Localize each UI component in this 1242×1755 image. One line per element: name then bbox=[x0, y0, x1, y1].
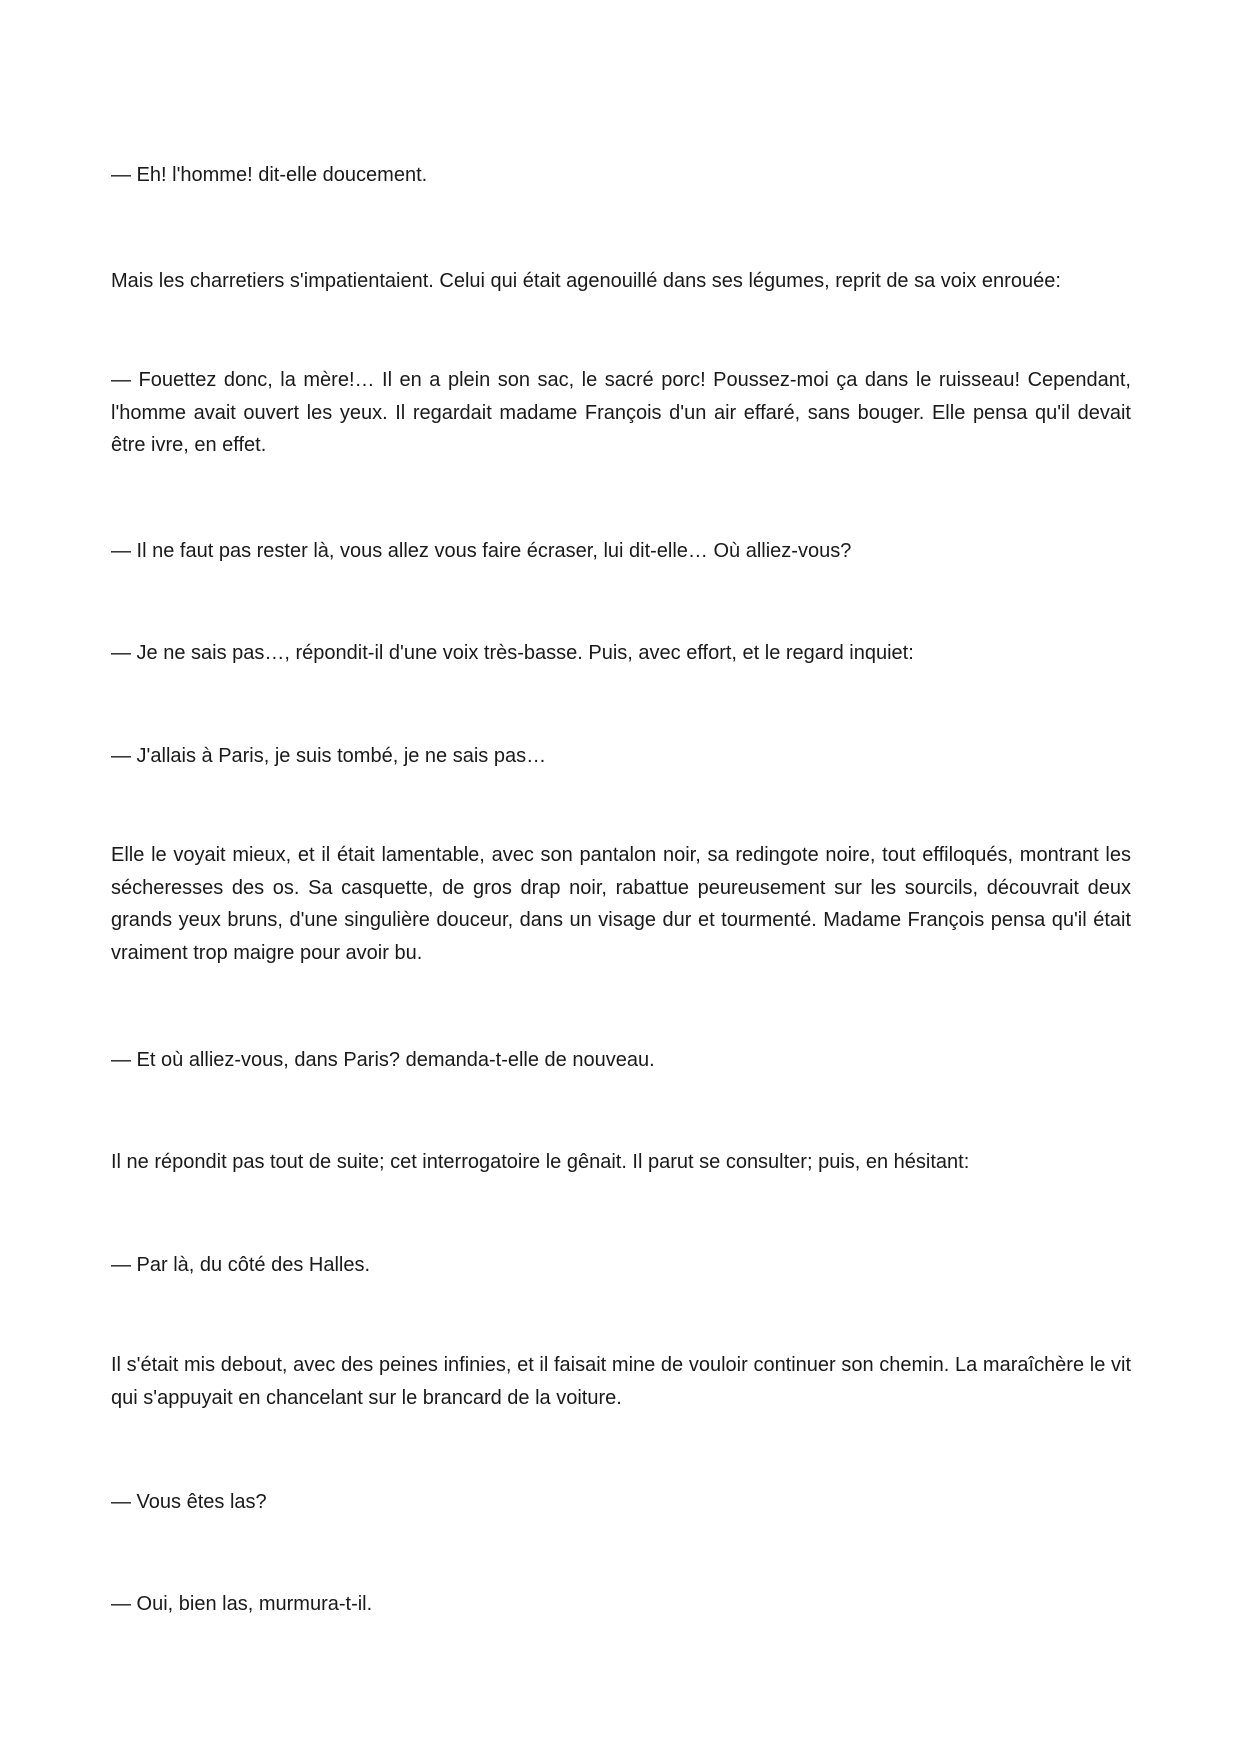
paragraph: — J'allais à Paris, je suis tombé, je ne sais pas… bbox=[111, 745, 547, 767]
paragraph: — Je ne sais pas…, répondit-il d'une voix très-basse. Puis, avec effort, et le regard inquiet: bbox=[111, 642, 914, 664]
paragraph: Elle le voyait mieux, et il était lamentable, avec son pantalon noir, sa redingote noire, tout effiloqués, montrant les sécheresses des os. Sa casquette, de gros drap noir, rabattue peureusement sur les sourcils, découvrait deux grands yeux bruns, d'une singulière douceur, dans un visage dur et tourmenté. Madame François pensa qu'il était vraiment trop maigre pour avoir bu. bbox=[111, 844, 1131, 964]
paragraph: Il ne répondit pas tout de suite; cet interrogatoire le gênait. Il parut se consulter; puis, en hésitant: bbox=[111, 1151, 970, 1173]
paragraph: — Et où alliez-vous, dans Paris? demanda-t-elle de nouveau. bbox=[111, 1049, 655, 1071]
paragraph: — Il ne faut pas rester là, vous allez vous faire écraser, lui dit-elle… Où alliez-vous? bbox=[111, 540, 852, 562]
paragraph: Mais les charretiers s'impatientaient. Celui qui était agenouillé dans ses légumes, reprit de sa voix enrouée: bbox=[111, 270, 1061, 292]
paragraph: Il s'était mis debout, avec des peines infinies, et il faisait mine de vouloir continuer son chemin. La maraîchère le vit qui s'appuyait en chancelant sur le brancard de la voiture. bbox=[111, 1354, 1131, 1409]
paragraph: — Vous êtes las? bbox=[111, 1491, 267, 1513]
paragraph: — Eh! l'homme! dit-elle doucement. bbox=[111, 164, 428, 186]
paragraph: — Par là, du côté des Halles. bbox=[111, 1254, 371, 1276]
paragraph: — Oui, bien las, murmura-t-il. bbox=[111, 1593, 373, 1615]
paragraph: — Fouettez donc, la mère!… Il en a plein son sac, le sacré porc! Poussez-moi ça dans le ruisseau! Cependant, l'homme avait ouvert les yeux. Il regardait madame François d'un air effaré, sans bouger. Elle pensa qu'il devait être ivre, en effet. bbox=[111, 369, 1131, 456]
